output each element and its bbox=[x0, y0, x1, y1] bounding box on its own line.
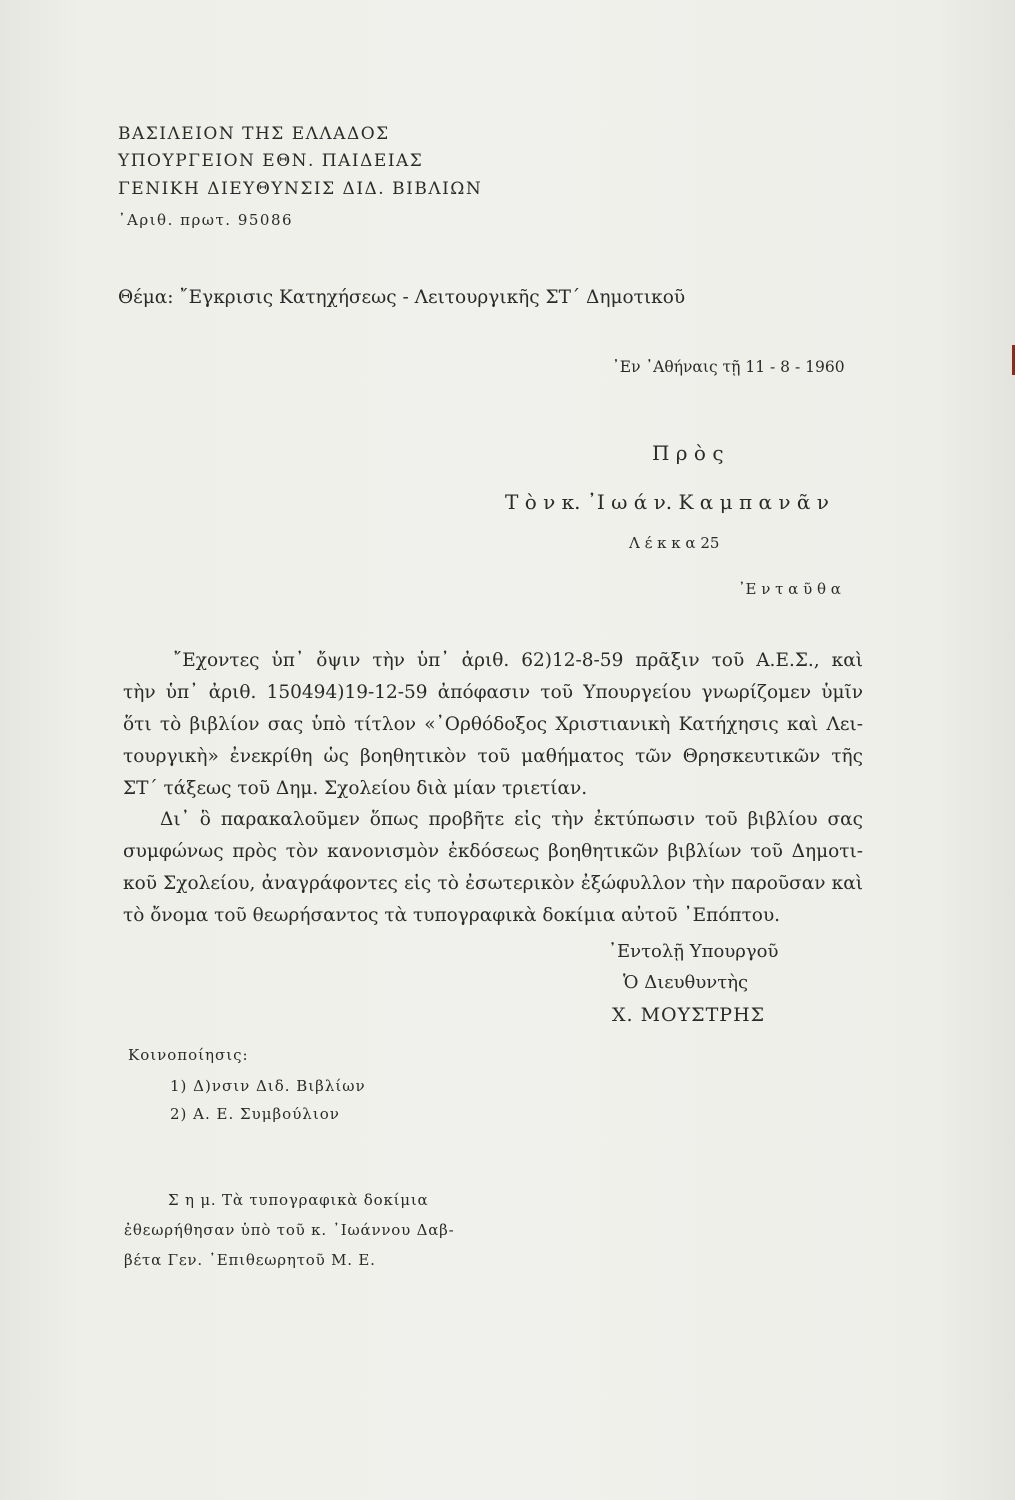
recipient-name: Τ ὸ ν κ. ᾽Ι ω ά ν. Κ α μ π α ν ᾶ ν bbox=[505, 490, 829, 514]
note-line: ἐθεωρήθησαν ὑπὸ τοῦ κ. ᾽Ιωάννου Δαβ- bbox=[124, 1221, 455, 1239]
date-line: ᾽Εν ᾽Αθήναις τῇ 11 - 8 - 1960 bbox=[612, 358, 845, 376]
body-line: ὅτι τὸ βιβλίον σας ὑπὸ τίτλον «᾽Ορθόδοξος Χριστιανικὴ Κατήχησις καὶ Λει- bbox=[123, 714, 863, 735]
cc-item: 2) Α. Ε. Συμβούλιον bbox=[170, 1105, 340, 1123]
subject-line: Θέμα: ῎Εγκρισις Κατηχήσεως - Λειτουργικῆς ΣΤ΄ Δημοτικοῦ bbox=[118, 287, 686, 308]
recipient-city: ᾽Ε ν τ α ῦ θ α bbox=[738, 580, 841, 598]
protocol-number: ᾽Αριθ. πρωτ. 95086 bbox=[118, 211, 294, 229]
signature-title: Ὁ Διευθυντὴς bbox=[623, 972, 749, 993]
body-line: κοῦ Σχολείου, ἀναγράφοντες εἰς τὸ ἐσωτερικὸν ἐξώφυλλον τὴν παροῦσαν καὶ bbox=[123, 873, 863, 894]
body-line: συμφώνως πρὸς τὸν κανονισμὸν ἐκδόσεως βοηθητικῶν βιβλίων τοῦ Δημοτι- bbox=[123, 841, 863, 862]
body-line: τὴν ὑπ᾽ ἀριθ. 150494)19-12-59 ἀπόφασιν τοῦ Υπουργείου γνωρίζομεν ὑμῖν bbox=[123, 682, 863, 703]
signature-order: ᾽Εντολῇ Υπουργοῦ bbox=[608, 941, 779, 962]
note-line: βέτα Γεν. ᾽Επιθεωρητοῦ Μ. Ε. bbox=[124, 1251, 376, 1269]
recipient-street: Λ έ κ κ α 25 bbox=[629, 534, 720, 552]
body-line: Δι᾽ ὃ παρακαλοῦμεν ὅπως προβῆτε εἰς τὴν ἐκτύπωσιν τοῦ βιβλίου σας bbox=[160, 809, 863, 830]
body-line: τὸ ὄνομα τοῦ θεωρήσαντος τὰ τυπογραφικὰ δοκίμια αὐτοῦ ᾽Επόπτου. bbox=[123, 905, 781, 926]
letterhead-directorate: ΓΕΝΙΚΗ ΔΙΕΥΘΥΝΣΙΣ ΔΙΔ. ΒΙΒΛΙΩΝ bbox=[118, 179, 483, 199]
body-line: ΣΤ΄ τάξεως τοῦ Δημ. Σχολείου διὰ μίαν τριετίαν. bbox=[123, 778, 588, 799]
body-line: τουργικὴ» ἐνεκρίθη ὡς βοηθητικὸν τοῦ μαθήματος τῶν Θρησκευτικῶν τῆς bbox=[123, 746, 863, 767]
cc-label: Κοινοποίησις: bbox=[128, 1046, 249, 1064]
letterhead-ministry: ΥΠΟΥΡΓΕΙΟΝ ΕΘΝ. ΠΑΙΔΕΙΑΣ bbox=[118, 151, 424, 171]
cc-item: 1) Δ)νσιν Διδ. Βιβλίων bbox=[170, 1077, 366, 1095]
letterhead-kingdom: ΒΑΣΙΛΕΙΟΝ ΤΗΣ ΕΛΛΑΔΟΣ bbox=[118, 124, 390, 144]
body-line: ῎Εχοντες ὑπ᾽ ὄψιν τὴν ὑπ᾽ ἀριθ. 62)12-8-59 πρᾶξιν τοῦ Α.Ε.Σ., καὶ bbox=[173, 650, 863, 671]
note-line: Σ η μ. Τὰ τυπογραφικὰ δοκίμια bbox=[168, 1191, 429, 1209]
signature-name: Χ. ΜΟΥΣΤΡΗΣ bbox=[612, 1004, 766, 1026]
recipient-pros: Π ρ ὸ ς bbox=[652, 441, 724, 465]
